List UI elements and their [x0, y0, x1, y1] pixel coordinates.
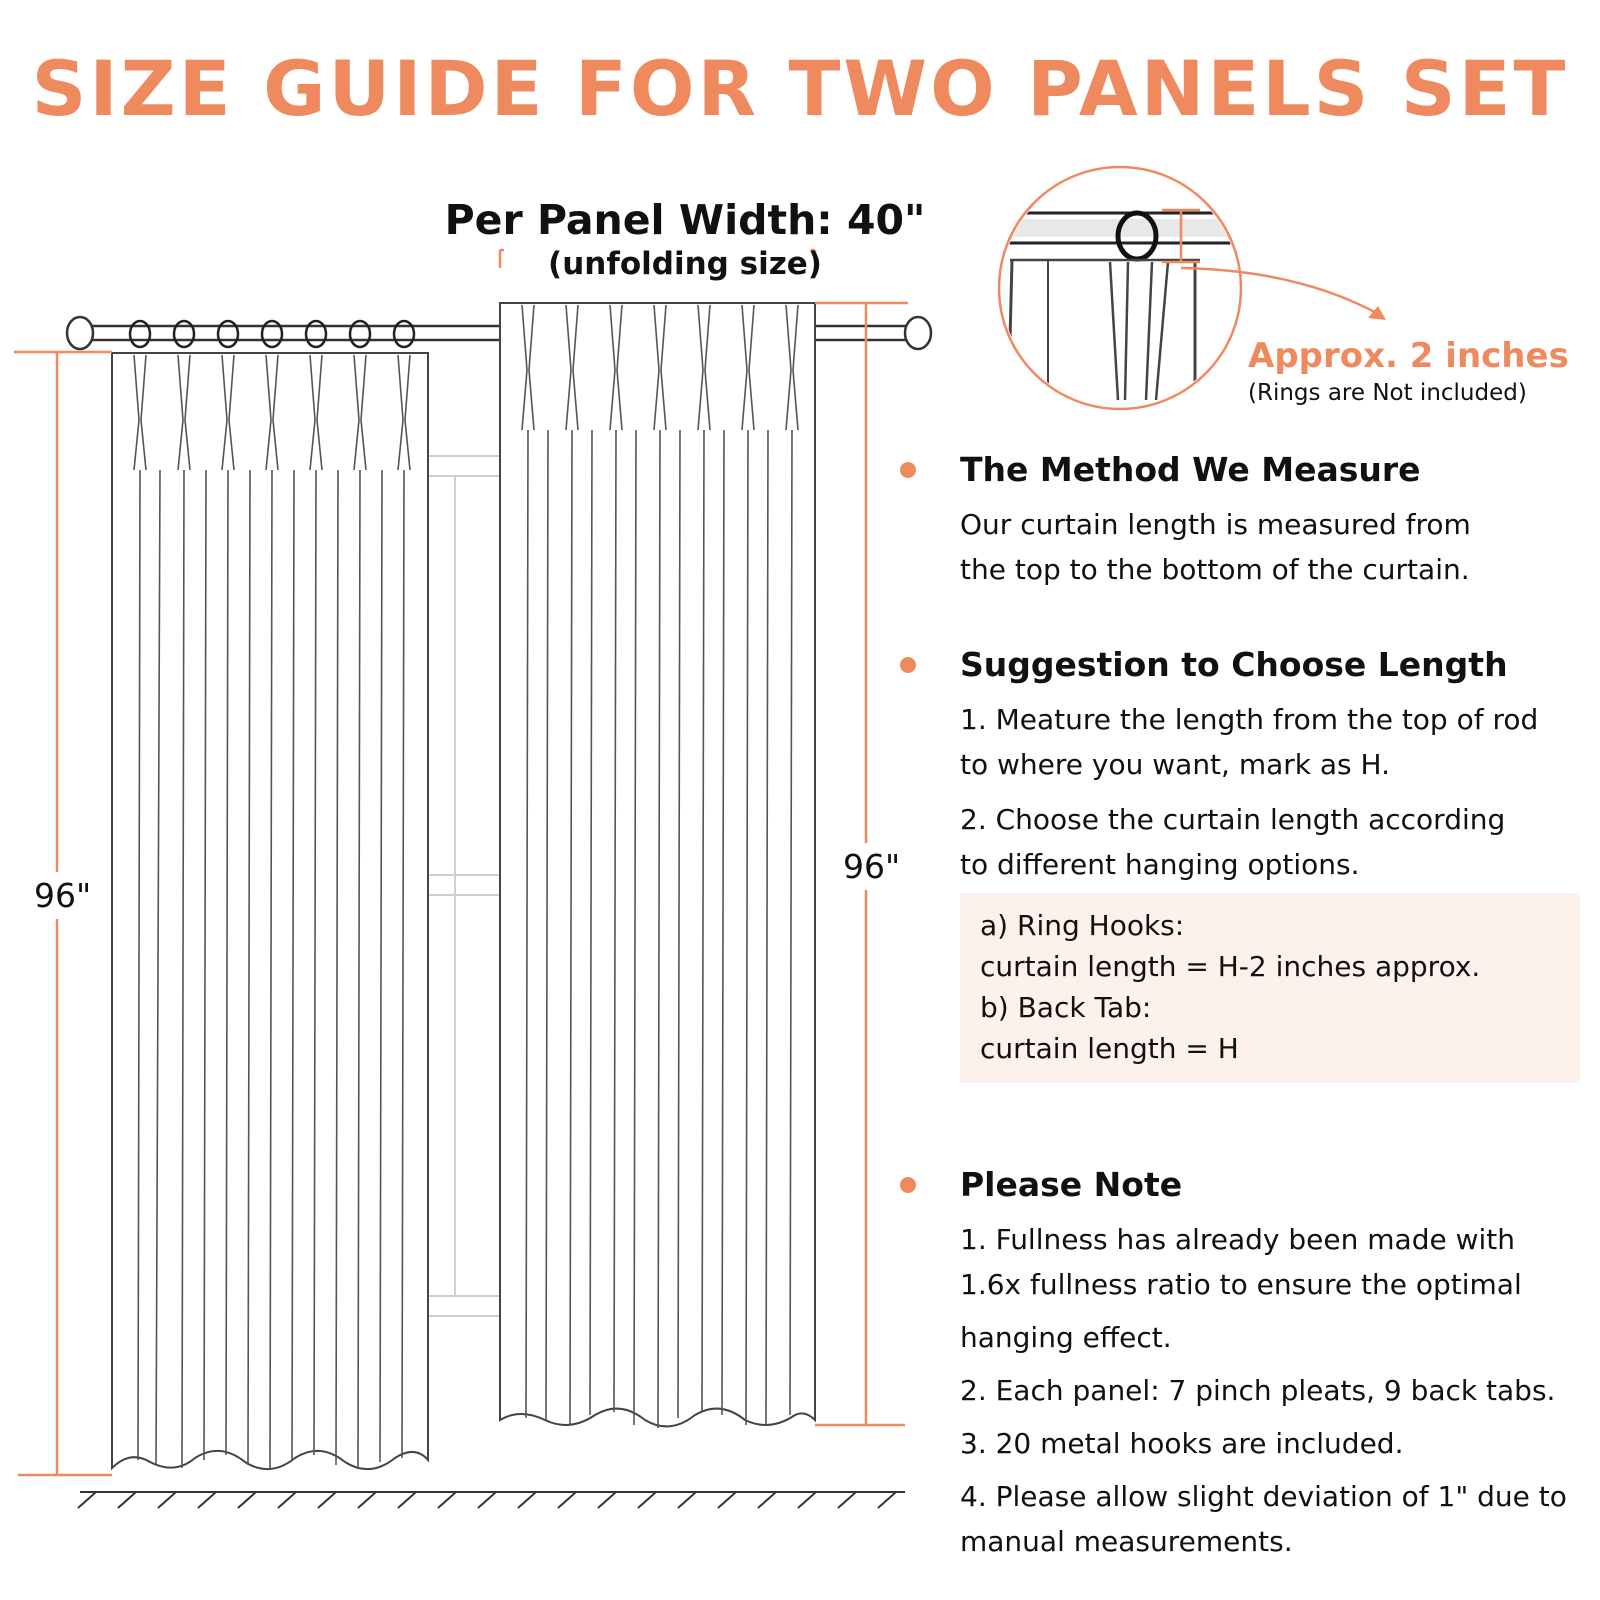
- option-a-formula: curtain length = H-2 inches approx.: [980, 950, 1481, 983]
- suggestion-section: [928, 643, 1578, 887]
- suggestion-step-line: 1. Meature the length from the top of rod: [960, 703, 1539, 736]
- suggestion-step-line: 2. Choose the curtain length according: [960, 803, 1506, 836]
- right-length-label: 96": [843, 843, 900, 890]
- suggestion-step-line: to where you want, mark as H.: [960, 748, 1391, 781]
- ring-approx-label: Approx. 2 inches: [1248, 336, 1569, 376]
- suggestion-heading: Suggestion to Choose Length: [960, 645, 1508, 684]
- floor-line: [78, 1492, 905, 1508]
- page-title: SIZE GUIDE FOR TWO PANELS SET: [31, 44, 1569, 133]
- option-b-label: b) Back Tab:: [980, 991, 1152, 1024]
- panel-width-label: Per Panel Width: 40": [444, 196, 926, 244]
- panel-width-sublabel: (unfolding size): [548, 246, 822, 282]
- note-item-line: manual measurements.: [960, 1525, 1293, 1558]
- suggestion-step-line: to different hanging options.: [960, 848, 1360, 881]
- window-frame: [428, 456, 503, 1316]
- method-text-line: Our curtain length is measured from: [960, 508, 1471, 541]
- method-section: [928, 448, 1578, 592]
- method-text-line: the top to the bottom of the curtain.: [960, 553, 1470, 586]
- option-a-label: a) Ring Hooks:: [980, 909, 1185, 942]
- note-item-line: hanging effect.: [960, 1321, 1172, 1354]
- note-item-line: 1.6x fullness ratio to ensure the optimal: [960, 1268, 1522, 1301]
- bullet-icon: [900, 657, 916, 673]
- left-curtain-panel: [112, 321, 428, 1469]
- note-item-line: 2. Each panel: 7 pinch pleats, 9 back tabs.: [960, 1374, 1556, 1407]
- hanging-options-box: [960, 893, 1580, 1083]
- note-item-line: 3. 20 metal hooks are included.: [960, 1427, 1404, 1460]
- method-text: [960, 502, 1578, 592]
- option-b-formula: curtain length = H: [980, 1032, 1239, 1065]
- note-items: [960, 1217, 1578, 1564]
- ring-note-label: (Rings are Not included): [1248, 380, 1527, 406]
- note-section: [928, 1163, 1578, 1564]
- left-length-label: 96": [34, 872, 91, 919]
- suggestion-steps: [960, 697, 1578, 887]
- bullet-icon: [900, 462, 916, 478]
- right-curtain-panel: [500, 303, 815, 1428]
- note-item-line: 1. Fullness has already been made with: [960, 1223, 1516, 1256]
- method-heading: The Method We Measure: [960, 450, 1421, 489]
- note-heading: Please Note: [960, 1165, 1183, 1204]
- bullet-icon: [900, 1177, 916, 1193]
- note-item-line: 4. Please allow slight deviation of 1" due to: [960, 1480, 1567, 1513]
